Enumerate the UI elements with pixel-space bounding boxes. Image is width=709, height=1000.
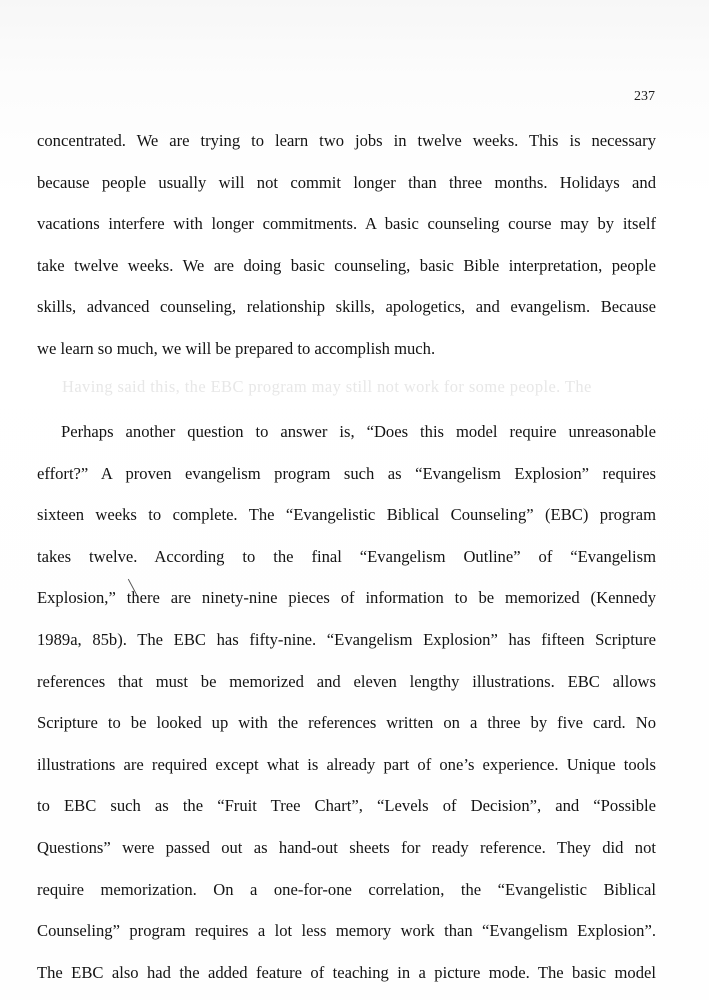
text-line: require memorization. On a one-for-one correlation, the “Evangelistic Biblical: [37, 879, 656, 899]
text-line: take twelve weeks. We are doing basic counseling, basic Bible interpretation, people: [37, 255, 656, 275]
text-line: Counseling” program requires a lot less memory work than “Evangelism Explosion”.: [37, 921, 656, 941]
text-line: concentrated. We are trying to learn two jobs in twelve weeks. This is necessary: [37, 131, 656, 150]
text-line: The EBC also had the added feature of teaching in a picture mode. The basic model: [37, 962, 656, 982]
text-line: we learn so much, we will be prepared to accomplish much.: [37, 338, 436, 358]
text-line: Explosion,” there are ninety-nine pieces of information to be memorized (Kennedy: [37, 588, 656, 608]
text-line: skills, advanced counseling, relationship skills, apologetics, and evangelism. Because: [37, 297, 656, 317]
text-line: takes twelve. According to the final “Evangelism Outline” of “Evangelism: [37, 546, 656, 566]
text-line: effort?” A proven evangelism program such as “Evangelism Explosion” requires: [37, 463, 656, 483]
paragraph-1: [37, 120, 656, 370]
bleed-through-text: Having said this, the EBC program may still not work for some people. The: [62, 377, 592, 396]
page-number: 237: [634, 89, 655, 104]
paragraph-2: [37, 411, 656, 993]
text-line: Questions” were passed out as hand-out sheets for ready reference. They did not: [37, 837, 656, 857]
text-line: vacations interfere with longer commitments. A basic counseling course may by itself: [37, 214, 656, 234]
text-line: Perhaps another question to answer is, “Does this model require unreasonable: [61, 422, 656, 441]
text-line: to EBC such as the “Fruit Tree Chart”, “Levels of Decision”, and “Possible: [37, 796, 656, 816]
text-line: sixteen weeks to complete. The “Evangelistic Biblical Counseling” (EBC) program: [37, 505, 656, 525]
text-line: illustrations are required except what is already part of one’s experience. Unique tools: [37, 754, 656, 774]
text-line: Scripture to be looked up with the references written on a three by five card. No: [37, 713, 656, 733]
text-line: references that must be memorized and eleven lengthy illustrations. EBC allows: [37, 671, 656, 691]
text-line: because people usually will not commit longer than three months. Holidays and: [37, 172, 656, 192]
text-line: 1989a, 85b). The EBC has fifty-nine. “Evangelism Explosion” has fifteen Scripture: [37, 629, 656, 649]
